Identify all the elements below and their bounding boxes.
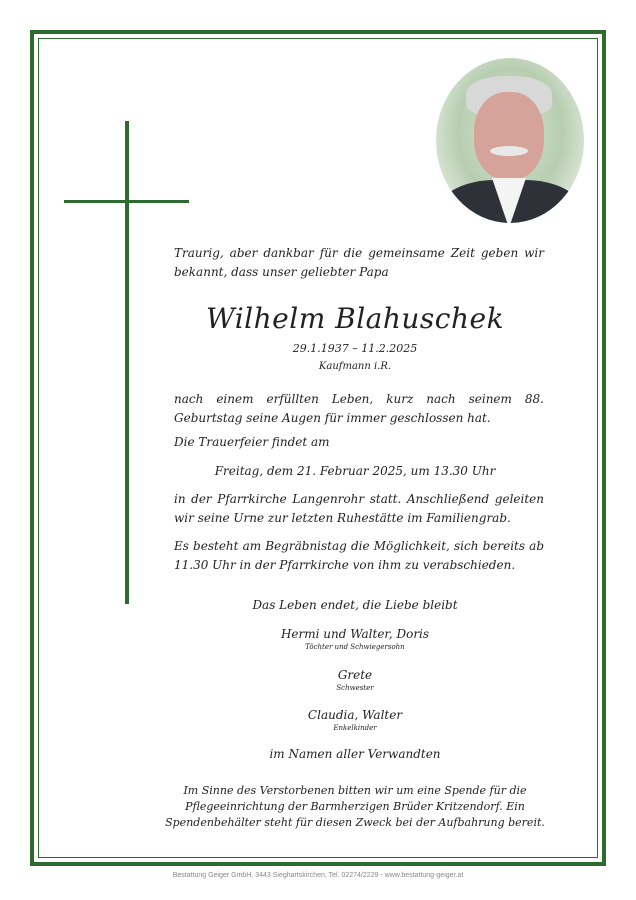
deceased-name: Wilhelm Blahuschek	[205, 302, 505, 335]
donation-note: Im Sinne des Verstorbenen bitten wir um eine Spende für die Pflegeeinrichtung der Barmherzigen Brüder Kritzendorf. Ein Spendenbehälter steht für diesen Zweck bei der Aufbahrung bereit.	[165, 784, 545, 829]
portrait-face	[474, 92, 544, 180]
mourner-group	[150, 707, 560, 733]
life-dates: 29.1.1937 – 11.2.2025	[292, 342, 418, 355]
ceremony-intro: Die Trauerfeier findet am	[174, 435, 330, 449]
portrait-mustache	[490, 146, 528, 156]
mourner-relation: Schwester	[336, 684, 374, 692]
mourner-relation: Töchter und Schwiegersohn	[305, 643, 405, 651]
location-paragraph: in der Pfarrkirche Langenrohr statt. Anschließend geleiten wir seine Urne zur letzten Ruhestätte im Familiengrab.	[174, 492, 544, 525]
cross-icon-horizontal	[64, 200, 189, 203]
portrait-photo	[436, 58, 584, 223]
mourner-group	[150, 626, 560, 652]
mourner-group	[150, 667, 560, 693]
profession: Kaufmann i.R.	[318, 361, 392, 372]
mourner-name: Grete	[337, 668, 373, 682]
all-relatives: im Namen aller Verwandten	[269, 747, 441, 761]
farewell-paragraph: Es besteht am Begräbnistag die Möglichkeit, sich bereits ab 11.30 Uhr in der Pfarrkirche von ihm zu verabschieden.	[174, 539, 544, 572]
mourner-name: Hermi und Walter, Doris	[280, 627, 430, 641]
footer-imprint: Bestattung Geiger GmbH, 3443 Sieghartskirchen, Tel. 02274/2229 - www.bestattung-geiger.at	[172, 872, 464, 879]
mourner-name: Claudia, Walter	[307, 708, 403, 722]
mourner-relation: Enkelkinder	[333, 724, 377, 732]
cross-icon-vertical	[125, 121, 129, 604]
motto: Das Leben endet, die Liebe bleibt	[252, 598, 458, 612]
intro-text: Traurig, aber dankbar für die gemeinsame Zeit geben wir bekannt, dass unser geliebter Papa	[174, 246, 544, 279]
ceremony-date: Freitag, dem 21. Februar 2025, um 13.30 Uhr	[214, 464, 496, 478]
passing-paragraph: nach einem erfüllten Leben, kurz nach seinem 88. Geburtstag seine Augen für immer geschlossen hat.	[174, 392, 544, 425]
